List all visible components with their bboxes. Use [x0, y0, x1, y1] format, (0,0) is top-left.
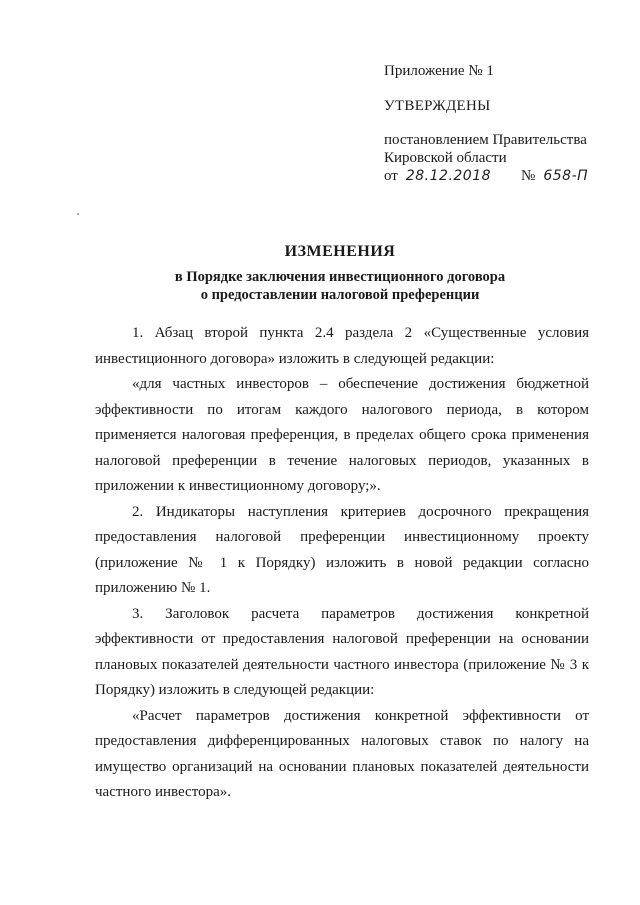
paragraph-4: 3. Заголовок расчета параметров достижения конкретной эффективности от предоставления налоговой преференции на основании плановых показателей деятельности частного инвестора (приложение № 3 к Порядку) изложить в следующей редакции: — [95, 605, 589, 698]
paragraph-3: 2. Индикаторы наступления критериев досрочного прекращения предоставления налоговой преференции инвестиционному проекту (приложение № 1 к Порядку) изложить в новой редакции согласно приложению № 1. — [95, 503, 589, 596]
document-title: ИЗМЕНЕНИЯ — [284, 243, 396, 260]
handwritten-number: 658-П — [543, 168, 589, 184]
paragraph-5: «Расчет параметров достижения конкретной эффективности от предоставления дифференцированных налоговых ставок по налогу на имущество организаций на основании плановых показателей деятельности частного инвестора». — [95, 707, 589, 800]
paragraph-1: 1. Абзац второй пункта 2.4 раздела 2 «Существенные условия инвестиционного договора» изложить в следующей редакции: — [95, 325, 589, 367]
number-prefix: № — [521, 168, 536, 184]
approved-label: УТВЕРЖДЕНЫ — [384, 98, 491, 114]
date-number-line — [384, 167, 624, 185]
annex-label: Приложение № 1 — [384, 63, 494, 79]
approval-block — [384, 62, 624, 185]
resolution-line-1: постановлением Правительства — [384, 132, 587, 148]
handwritten-date: 28.12.2018 — [405, 168, 492, 184]
document-subtitle-line-2: о предоставлении налоговой преференции — [200, 287, 480, 303]
date-prefix: от — [384, 168, 398, 184]
heading-block — [90, 243, 590, 304]
document-body — [95, 321, 589, 806]
scan-speck — [77, 213, 79, 215]
document-subtitle-line-1: в Порядке заключения инвестиционного договора — [174, 269, 506, 285]
paragraph-2: «для частных инвесторов – обеспечение достижения бюджетной эффективности по итогам каждого налогового периода, в котором применяется налоговая преференция, в пределах общего срока применения налоговой преференции в течение налоговых периодов, указанных в приложении к инвестиционному договору;». — [95, 376, 589, 494]
resolution-line-2: Кировской области — [384, 150, 507, 166]
